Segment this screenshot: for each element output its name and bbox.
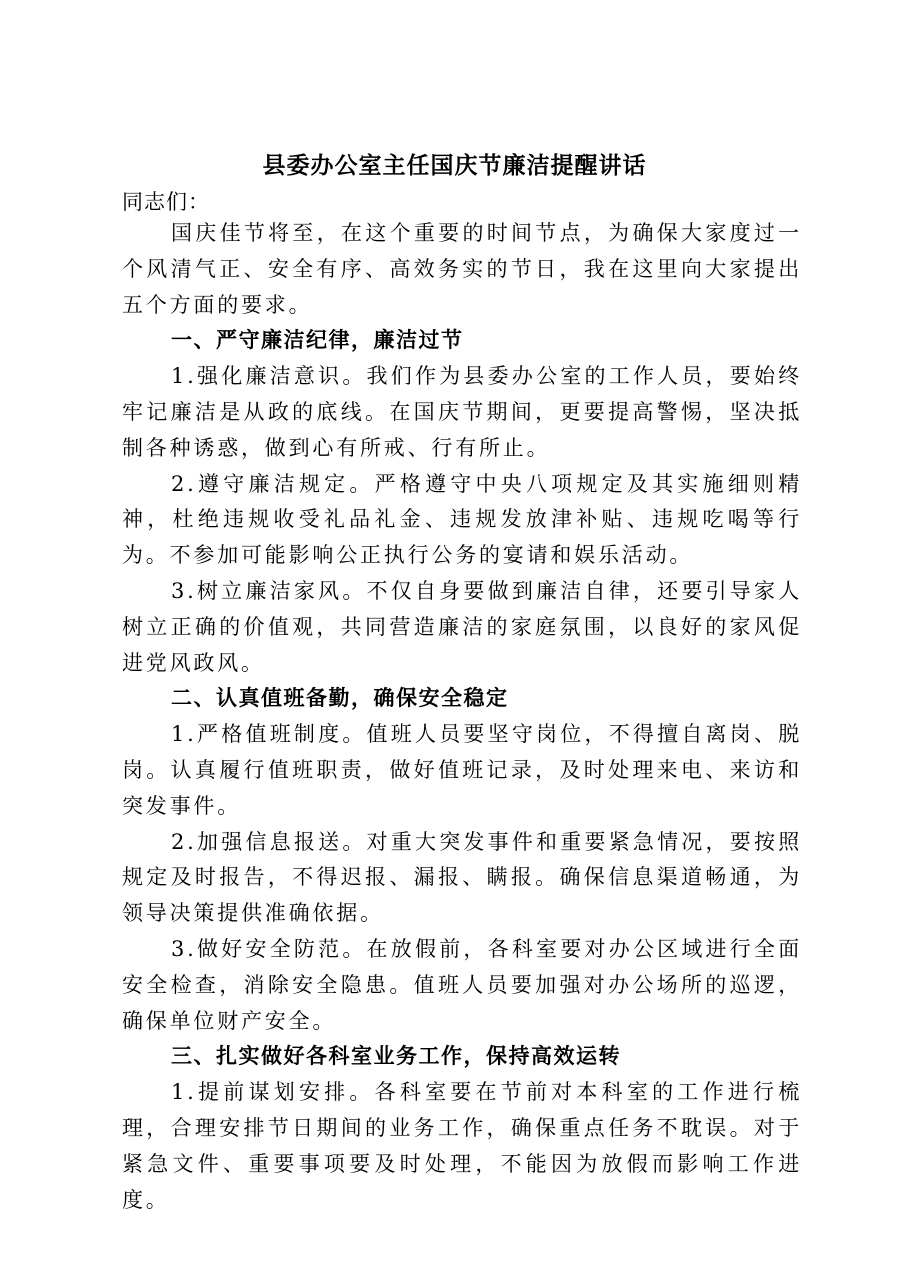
section-heading-1: 一、严守廉洁纪律，廉洁过节: [171, 328, 464, 353]
document-body: [122, 216, 802, 1218]
section-2-item-2: 2.加强信息报送。对重大突发事件和重要紧急情况，要按照规定及时报告，不得迟报、漏报、瞒报。确保信息渠道畅通，为领导决策提供准确依据。: [122, 829, 802, 926]
salutation: 同志们：: [122, 190, 210, 214]
document-title: 县委办公室主任国庆节廉洁提醒讲话: [262, 152, 647, 179]
section-heading-3: 三、扎实做好各科室业务工作，保持高效运转: [171, 1044, 621, 1069]
intro-paragraph: 国庆佳节将至，在这个重要的时间节点，为确保大家度过一个风清气正、安全有序、高效务实的节日，我在这里向大家提出五个方面的要求。: [122, 221, 802, 317]
section-1-item-1: 1.强化廉洁意识。我们作为县委办公室的工作人员，要始终牢记廉洁是从政的底线。在国庆节期间，更要提高警惕，坚决抵制各种诱惑，做到心有所戒、行有所止。: [122, 364, 802, 460]
section-2-item-3: 3.做好安全防范。在放假前，各科室要对办公区域进行全面安全检查，消除安全隐患。值班人员要加强对办公场所的巡逻，确保单位财产安全。: [122, 936, 802, 1033]
section-3-item-1: 1.提前谋划安排。各科室要在节前对本科室的工作进行梳理，合理安排节日期间的业务工作，确保重点任务不耽误。对于紧急文件、重要事项要及时处理，不能因为放假而影响工作进度。: [122, 1080, 802, 1212]
section-2-item-1: 1.严格值班制度。值班人员要坚守岗位，不得擅自离岗、脱岗。认真履行值班职责，做好值班记录，及时处理来电、来访和突发事件。: [122, 722, 802, 818]
section-heading-2: 二、认真值班备勤，确保安全稳定: [171, 686, 509, 711]
section-1-item-3: 3.树立廉洁家风。不仅自身要做到廉洁自律，还要引导家人树立正确的价值观，共同营造廉洁的家庭氛围，以良好的家风促进党风政风。: [122, 578, 802, 675]
section-1-item-2: 2.遵守廉洁规定。严格遵守中央八项规定及其实施细则精神，杜绝违规收受礼品礼金、违规发放津补贴、违规吃喝等行为。不参加可能影响公正执行公务的宴请和娱乐活动。: [122, 471, 802, 568]
